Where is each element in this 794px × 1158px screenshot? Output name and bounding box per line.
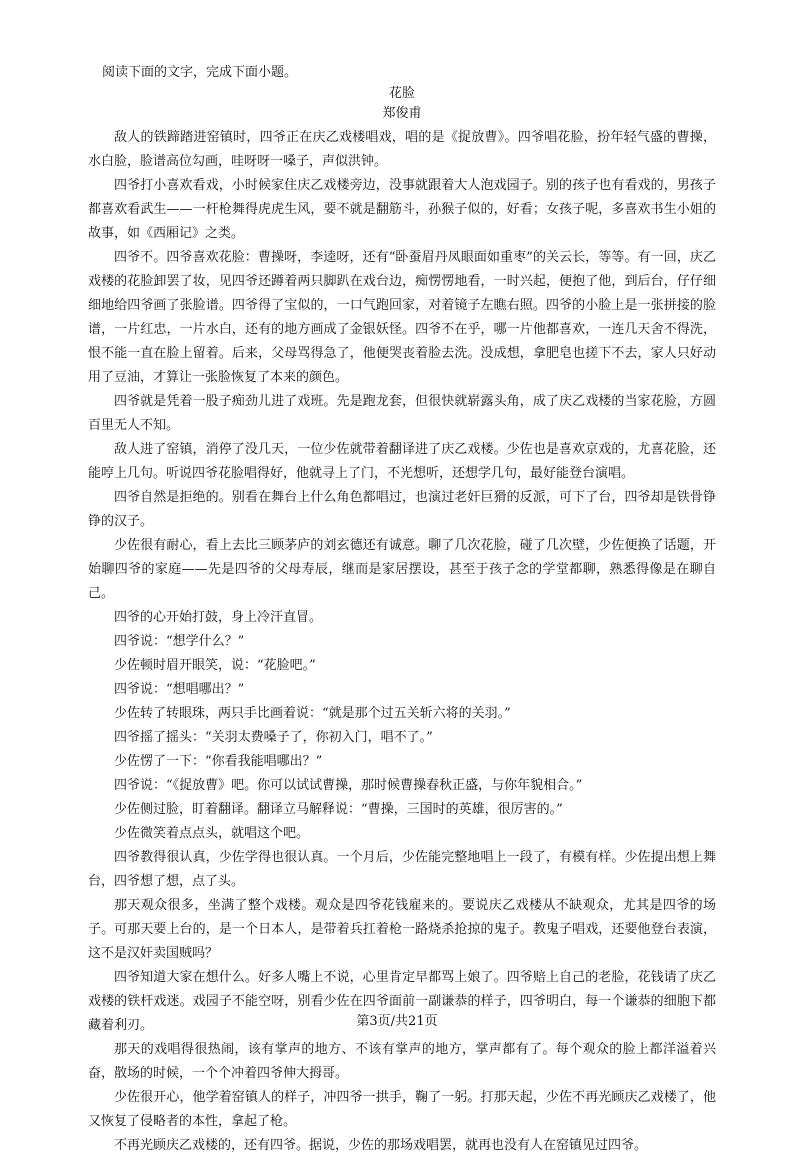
document-page [88, 62, 716, 1158]
paragraph: 不再光顾庆乙戏楼的，还有四爷。据说，少佐的那场戏唱罢，就再也没有人在窑镇见过四爷。 [114, 1138, 648, 1153]
paragraph: 四爷说：“《捉放曹》吧。你可以试试曹操，那时候曹操春秋正盛，与你年貌相合。” [114, 778, 583, 793]
paragraph: 少佐愣了一下：“你看我能唱哪出？” [114, 754, 323, 769]
paragraph: 四爷教得很认真，少佐学得也很认真。一个月后，少佐能完整地唱上一段了，有模有样。少佐提出想上舞台，四爷想了想，点了头。 [88, 850, 716, 889]
paragraph: 四爷就是凭着一股子痴劲儿进了戏班。先是跑龙套，但很快就崭露头角，成了庆乙戏楼的当家花脸，方圆百里无人不知。 [88, 394, 716, 433]
paragraph: 四爷说：“想学什么？” [114, 634, 245, 649]
paragraph: 少佐很有耐心，看上去比三顾茅庐的刘玄德还有诚意。聊了几次花脸，碰了几次壁，少佐便换了话题，开始聊四爷的家庭——先是四爷的父母寿辰，继而是家居摆设，甚至于孩子念的学堂都聊，熟悉得像是在聊自己。 [88, 538, 716, 601]
article-body [88, 126, 716, 1158]
paragraph: 那天观众很多，坐满了整个戏楼。观众是四爷花钱雇来的。要说庆乙戏楼从不缺观众，尤其是四爷的场子。可那天要上台的，是一个日本人，是带着兵扛着枪一路烧杀抢掠的鬼子。教鬼子唱戏，还要他登台表演，这不是汉奸卖国贼吗？ [88, 898, 716, 961]
paragraph: 四爷的心开始打鼓，身上冷汗直冒。 [114, 610, 323, 625]
paragraph: 那天的戏唱得很热闹，该有掌声的地方、不该有掌声的地方，掌声都有了。每个观众的脸上都洋溢着兴奋，散场的时候，一个个冲着四爷伸大拇哥。 [88, 1042, 716, 1081]
paragraph: 四爷自然是拒绝的。别看在舞台上什么角色都唱过，也演过老奸巨猾的反派，可下了台，四爷却是铁骨铮铮的汉子。 [88, 490, 716, 529]
article-title: 花脸 [388, 86, 415, 101]
paragraph: 少佐微笑着点点头，就唱这个吧。 [114, 826, 310, 841]
paragraph: 四爷说：“想唱哪出？” [114, 682, 245, 697]
paragraph: 少佐侧过脸，盯着翻译。翻译立马解释说：“曹操，三国时的英雄，很厉害的。” [114, 802, 563, 817]
paragraph: 少佐转了转眼珠，两只手比画着说：“就是那个过五关斩六将的关羽。” [114, 706, 511, 721]
paragraph: 四爷摇了摇头：“关羽太费嗓子了，你初入门，唱不了。” [114, 730, 433, 745]
paragraph: 四爷知道大家在想什么。好多人嘴上不说，心里肯定早都骂上娘了。四爷赔上自己的老脸，花钱请了庆乙戏楼的铁杆戏迷。戏园子不能空呀，别看少佐在四爷面前一副谦恭的样子，四爷明白，每一个谦恭的细胞下都藏着利刃。 [88, 970, 716, 1033]
reading-instruction: 阅读下面的文字，完成下面小题。 [102, 65, 298, 80]
page-number-footer: 第3页/共21页 [356, 1014, 438, 1029]
paragraph: 四爷打小喜欢看戏，小时候家住庆乙戏楼旁边，没事就跟着大人泡戏园子。别的孩子也有看戏的，男孩子都喜欢看武生——一杆枪舞得虎虎生风，要不就是翻筋斗，孙猴子似的，好看；女孩子呢，多喜欢书生小姐的故事，如《西厢记》之类。 [88, 178, 716, 241]
paragraph: 四爷不。四爷喜欢花脸：曹操呀，李逵呀，还有“卧蚕眉丹凤眼面如重枣”的关云长，等等。有一回，庆乙戏楼的花脸卸罢了妆，见四爷还蹲着两只脚趴在戏台边，痴愣愣地看，一时兴起，便抱了他，到后台，仔仔细细地给四爷画了张脸谱。四爷得了宝似的，一口气跑回家，对着镜子左瞧右照。四爷的小脸上是一张拼接的脸谱，一片红忠，一片水白，还有的地方画成了金银妖怪。四爷不在乎，哪一片他都喜欢，一连几天舍不得洗，恨不能一直在脸上留着。后来，父母骂得急了，他便哭丧着脸去洗。没成想，拿肥皂也搓下不去，家人只好动用了豆油，才算让一张脸恢复了本来的颜色。 [88, 250, 716, 385]
paragraph: 少佐顿时眉开眼笑，说：“花脸吧。” [114, 658, 316, 673]
article-author: 郑俊甫 [382, 106, 422, 121]
paragraph: 敌人的铁蹄踏进窑镇时，四爷正在庆乙戏楼唱戏，唱的是《捉放曹》。四爷唱花脸，扮年轻气盛的曹操，水白脸，脸谱高位勾画，哇呀呀一嗓子，声似洪钟。 [88, 130, 716, 169]
paragraph: 少佐很开心，他学着窑镇人的样子，冲四爷一拱手，鞠了一躬。打那天起，少佐不再光顾庆乙戏楼了，他又恢复了侵略者的本性，拿起了枪。 [88, 1090, 716, 1129]
paragraph: 敌人进了窑镇，消停了没几天，一位少佐就带着翻译进了庆乙戏楼。少佐也是喜欢京戏的，尤喜花脸，还能哼上几句。听说四爷花脸唱得好，他就寻上了门，不光想听，还想学几句，最好能登台演唱。 [88, 442, 716, 481]
